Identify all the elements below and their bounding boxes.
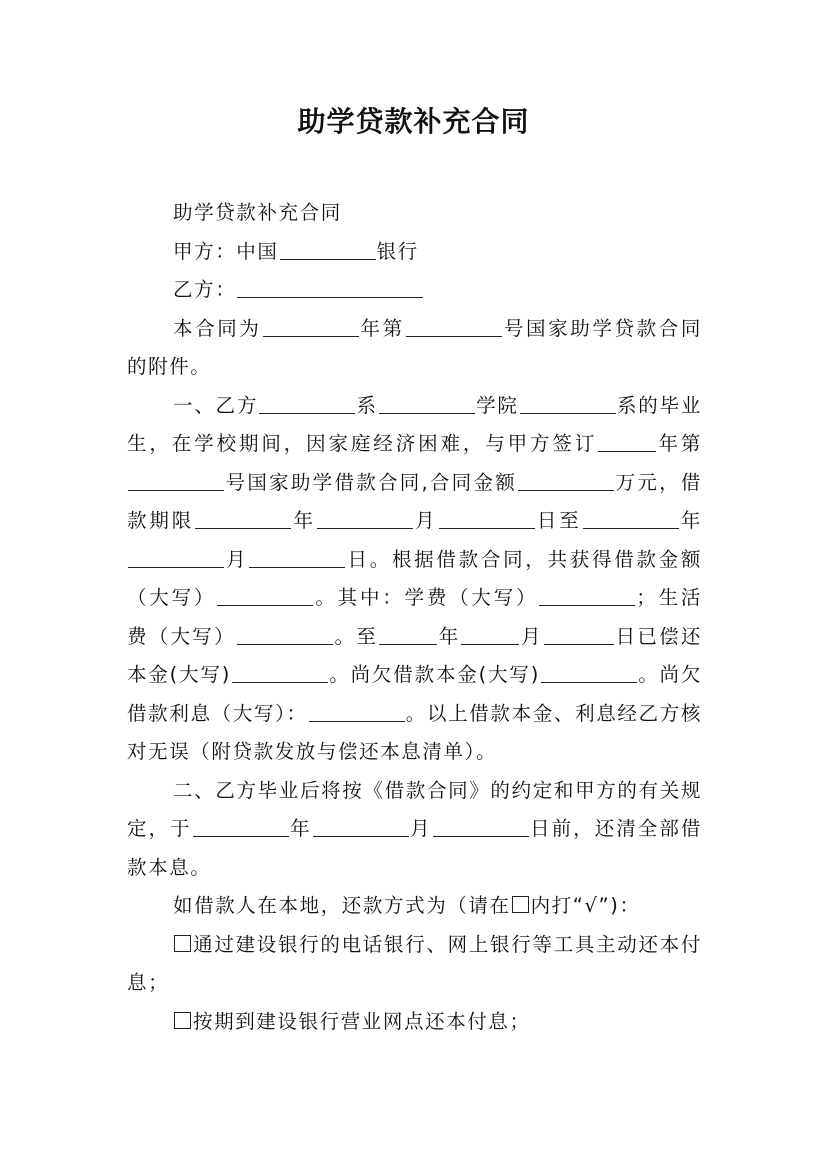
blank[interactable] [309, 720, 405, 722]
text: 系的毕业生，在学校期间，因家庭经济困难，与甲方签订 [127, 393, 703, 455]
text: 年 [292, 509, 316, 532]
text: 如借款人在本地，还款方式为（请在 [173, 894, 511, 917]
blank[interactable] [518, 489, 614, 491]
blank[interactable] [541, 681, 637, 683]
text: 日前，还清全部借款本息。 [127, 817, 702, 879]
text: 年第 [359, 316, 405, 340]
option-text: 通过建设银行的电话银行、网上银行等工具主动还本付息； [127, 932, 702, 994]
clause-1-paragraph [127, 387, 702, 772]
subtitle-text: 助学贷款补充合同 [173, 201, 342, 224]
text: 学院 [475, 393, 519, 417]
checkbox-icon [512, 896, 529, 913]
contract-ref-paragraph [127, 310, 702, 387]
text: 月 [413, 509, 438, 532]
text: 年第 [657, 432, 703, 455]
text: 年 [679, 509, 702, 532]
blank[interactable] [128, 489, 224, 491]
online-repayment-checkbox[interactable] [174, 935, 191, 952]
text: 一、乙方 [173, 393, 259, 417]
text: 。尚欠借款本金(大写) [329, 663, 540, 686]
blank[interactable] [249, 566, 345, 568]
blank[interactable] [217, 604, 313, 606]
blank[interactable] [379, 412, 475, 414]
text: 系 [356, 393, 378, 417]
subtitle-line [127, 194, 702, 233]
blank[interactable] [461, 643, 519, 645]
document-title: 助学贷款补充合同 [297, 105, 530, 138]
blank[interactable] [317, 527, 413, 529]
text: ；生活费（大写） [127, 586, 702, 648]
party-a-label: 甲方：中国 [173, 239, 279, 263]
text: 。至 [333, 624, 379, 648]
blank[interactable] [237, 643, 333, 645]
text: 号国家助学借款合同,合同金额 [225, 470, 517, 494]
number-blank[interactable] [406, 335, 502, 337]
blank[interactable] [544, 643, 614, 645]
text: 月 [520, 624, 543, 648]
blank[interactable] [598, 450, 656, 452]
blank[interactable] [195, 527, 291, 529]
party-b-label: 乙方： [173, 278, 237, 301]
text: 日至 [535, 509, 582, 532]
party-b-line [127, 271, 702, 310]
text: 年 [289, 817, 312, 840]
text: 日已偿还本金(大写) [127, 624, 702, 686]
party-a-line [127, 233, 702, 272]
text: 年 [438, 624, 461, 648]
blank[interactable] [232, 681, 328, 683]
blank[interactable] [433, 835, 529, 837]
text: 。尚欠借款利息（大写）： [127, 663, 702, 725]
bank-suffix: 银行 [376, 239, 419, 263]
text: 月 [409, 817, 432, 840]
text: 日。根据借款合同，共获得借款金额（大写） [127, 547, 702, 609]
text: 万元，借款期限 [127, 470, 702, 532]
year-blank[interactable] [263, 335, 359, 337]
party-b-blank[interactable] [237, 296, 423, 298]
text: 内打“√”)： [530, 894, 641, 917]
blank[interactable] [439, 527, 535, 529]
option-text: 按期到建设银行营业网点还本付息； [193, 1009, 531, 1033]
blank[interactable] [520, 412, 616, 414]
blank[interactable] [259, 412, 355, 414]
repayment-method-line [127, 887, 702, 926]
bank-name-blank[interactable] [280, 258, 376, 260]
text: 号国家助学贷款合同的附件。 [127, 316, 703, 378]
text: 二、乙方毕业后将按《借款合同》的约定和甲方的有关规定，于 [127, 778, 702, 840]
branch-repayment-checkbox[interactable] [174, 1012, 191, 1029]
blank[interactable] [539, 604, 635, 606]
text: 本合同为 [173, 316, 262, 340]
text: 。以上借款本金、利息经乙方核对无误（附贷款发放与偿还本息清单）。 [127, 701, 702, 763]
text: 月 [225, 547, 249, 571]
blank[interactable] [379, 643, 437, 645]
blank[interactable] [128, 566, 224, 568]
blank[interactable] [193, 835, 289, 837]
text: 。其中：学费（大写） [314, 586, 539, 609]
blank[interactable] [583, 527, 679, 529]
document-body [127, 194, 702, 1041]
option-branch-repayment [127, 1003, 702, 1042]
clause-2-paragraph [127, 772, 702, 888]
blank[interactable] [313, 835, 409, 837]
option-online-repayment [127, 926, 702, 1003]
